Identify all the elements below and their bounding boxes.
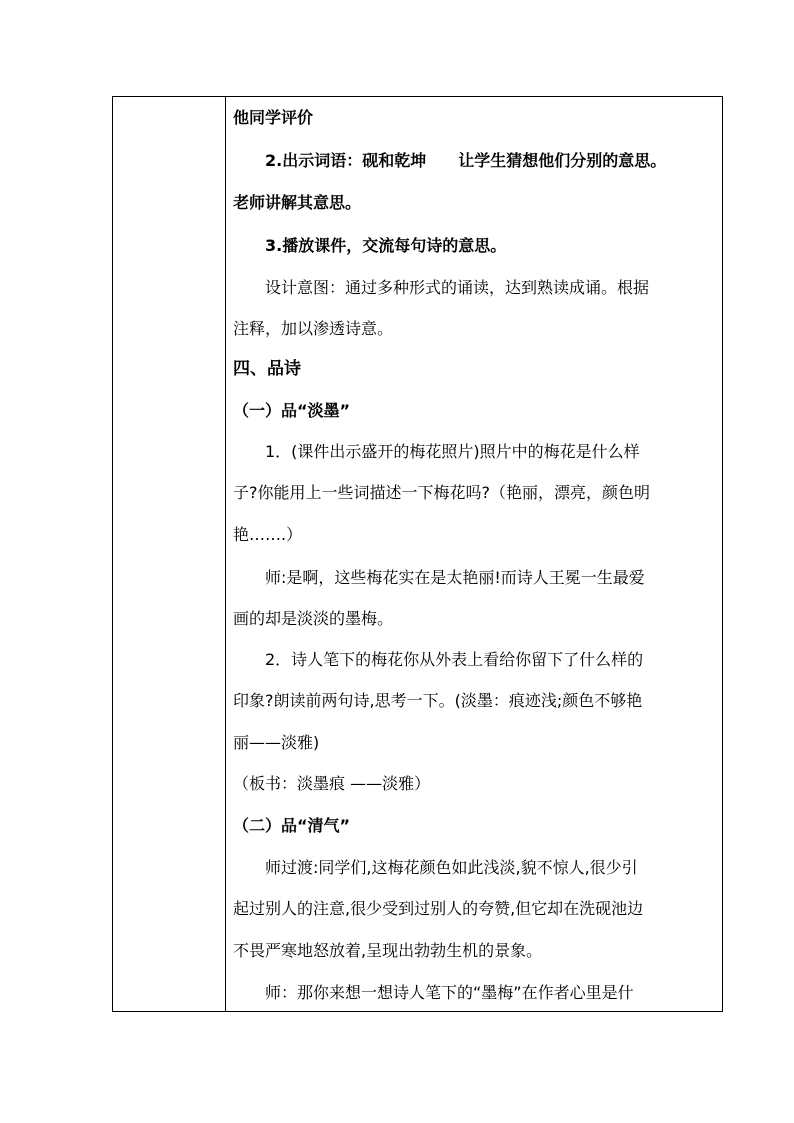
text-line: 3.播放课件，交流每句诗的意思。 <box>265 236 507 255</box>
text-line: 丽——淡雅) <box>233 733 320 752</box>
left-column-cell <box>113 97 225 1011</box>
section-heading: 四、品诗 <box>233 359 301 379</box>
text-line: 画的却是淡淡的墨梅。 <box>233 609 394 628</box>
text-line: 师：那你来想一想诗人笔下的“墨梅”在作者心里是什 <box>265 983 634 1002</box>
text-line: 印象?朗读前两句诗,思考一下。(淡墨：痕迹浅;颜色不够艳 <box>233 691 643 710</box>
text-line: 不畏严寒地怒放着,呈现出勃勃生机的景象。 <box>233 941 543 960</box>
text-line: 子?你能用上一些词描述一下梅花吗?（艳丽，漂亮，颜色明 <box>233 483 650 502</box>
text-line: 注释，加以渗透诗意。 <box>233 319 394 338</box>
text-line: 艳…….） <box>233 525 303 544</box>
lesson-plan-table <box>112 96 723 1012</box>
text-line: （板书：淡墨痕 ——淡雅） <box>233 774 431 793</box>
text-line: 1．(课件出示盛开的梅花照片)照片中的梅花是什么样 <box>265 442 640 461</box>
text-line: 老师讲解其意思。 <box>233 193 362 212</box>
text-line: 起过别人的注意,很少受到过别人的夸赞,但它却在洗砚池边 <box>233 899 644 918</box>
text-line: 他同学评价 <box>233 108 314 127</box>
text-line: 师过渡:同学们,这梅花颜色如此浅淡,貌不惊人,很少引 <box>265 858 638 877</box>
text-line: 2.出示词语：砚和乾坤 让学生猜想他们分别的意思。 <box>265 151 667 170</box>
subsection-heading: （一）品“淡墨” <box>233 401 351 420</box>
subsection-heading: （二）品“清气” <box>233 816 351 835</box>
text-line: 师:是啊，这些梅花实在是太艳丽!而诗人王冕一生最爱 <box>265 568 645 587</box>
column-divider <box>225 97 226 1011</box>
text-line: 设计意图：通过多种形式的诵读，达到熟读成诵。根据 <box>265 278 650 297</box>
text-line: 2．诗人笔下的梅花你从外表上看给你留下了什么样的 <box>265 650 644 669</box>
